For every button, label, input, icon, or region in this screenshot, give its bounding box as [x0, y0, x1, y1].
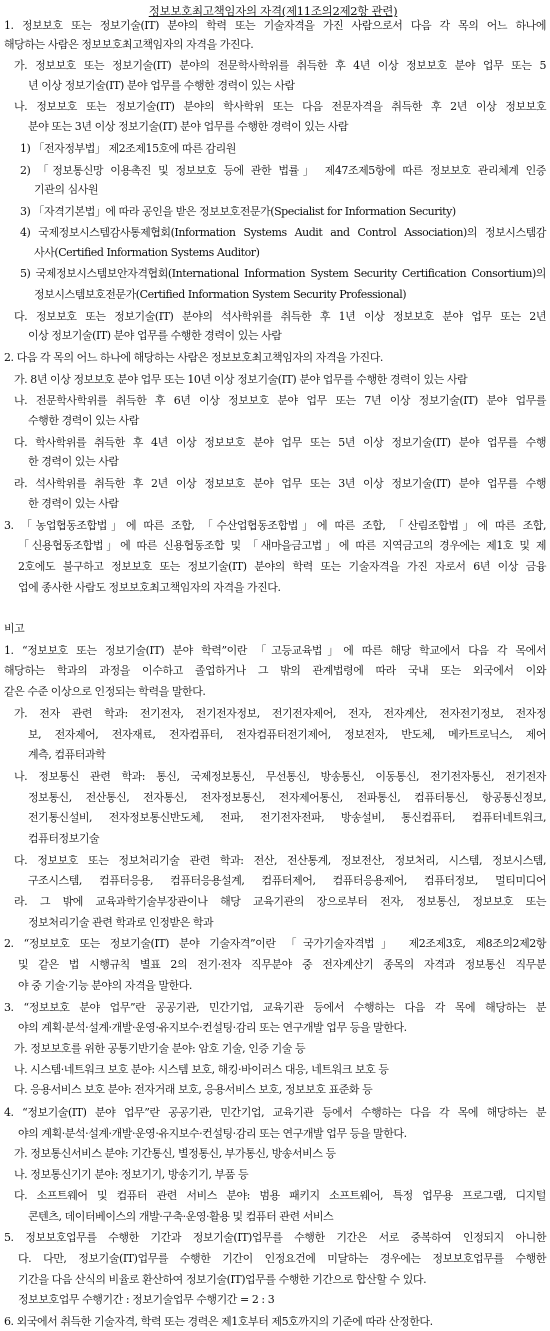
document-line: 보, 전자제어, 전자재료, 전자컴퓨터, 전자컴퓨터전기제어, 정보전자, 반도체, 메카트로닉스, 제어	[28, 728, 546, 741]
document-line: 다. 정보보호 또는 정보기술(IT) 분야의 석사학위를 취득한 후 1년 이상 정보보호 분야 업무 또는 2년	[14, 310, 546, 323]
document-line: 4) 국제정보시스템감사통제협회(Information Systems Audit and Control Association)의 정보시스템감	[20, 226, 546, 239]
document-line: 1. 정보보호 또는 정보기술(IT) 분야의 학력 또는 기술자격을 가진 사람으로서 다음 각 목의 어느 하나에	[4, 19, 546, 32]
document-line: 가. 정보통신서비스 분야: 기간통신, 별정통신, 부가통신, 방송서비스 등	[14, 1147, 336, 1160]
document-line: 6. 외국에서 취득한 기술자격, 학력 또는 경력은 제1호부터 제5호까지의 기준에 따라 산정한다.	[4, 1315, 433, 1328]
document-line: 다. 다만, 정보기술(IT)업무를 수행한 기간이 인정요건에 미달하는 경우에는 정보보호업무를 수행한	[18, 1252, 546, 1265]
document-line: 3. “정보보호 분야 업무”란 공공기관, 민간기업, 교육기관 등에서 수행하는 다음 각 목에 해당하는 분	[4, 1001, 546, 1014]
document-line: 나. 정보통신기기 분야: 정보기기, 방송기기, 부품 등	[14, 1168, 249, 1181]
document-line: 5) 국제정보시스템보안자격협회(International Information System Security Certification Consortium)의	[20, 267, 546, 280]
document-line: 정보보호업무 수행기간 : 정보기술업무 수행기간 = 2 : 3	[18, 1293, 275, 1306]
document-line: 다. 소프트웨어 및 컴퓨터 관련 서비스 분야: 범용 패키지 소프트웨어, 특정 업무용 프로그램, 디지털	[14, 1189, 546, 1202]
document-line: 다. 학사학위를 취득한 후 4년 이상 정보보호 분야 업무 또는 5년 이상 정보기술(IT) 분야 업무를 수행	[14, 436, 546, 449]
document-line: 4. “정보기술(IT) 분야 업무”란 공공기관, 민간기업, 교육기관 등에서 수행하는 다음 각 목에 해당하는 분	[4, 1106, 546, 1119]
document-line	[4, 596, 546, 618]
document-line: 2호에도 불구하고 정보보호 또는 정보기술(IT) 분야의 학력 또는 기술자격을 가진 자로서 6년 이상 금융	[18, 560, 546, 573]
document-line: 콘텐츠, 데이터베이스의 개발·구축·운영·활용 및 컴퓨터 관련 서비스	[28, 1210, 334, 1223]
document-line: 해당하는 학과의 과정을 이수하고 졸업하거나 그 밖의 관계법령에 따라 국내 또는 외국에서 이와	[4, 664, 546, 677]
document-line: 해당하는 사람은 정보보호최고책임자의 자격을 가진다.	[4, 38, 254, 51]
document-line: 가. 정보보호를 위한 공통기반기술 분야: 암호 기술, 인증 기술 등	[14, 1042, 306, 1055]
document-line: 수행한 경력이 있는 사람	[28, 414, 139, 427]
document-line: 5. 정보보호업무를 수행한 기간과 정보기술(IT)업무를 수행한 기간은 서로 중복하여 인정되지 아니한	[4, 1231, 546, 1244]
document-line: 나. 정보보호 또는 정보기술(IT) 분야의 학사학위 또는 다음 전문자격을 취득한 후 2년 이상 정보보호	[14, 100, 546, 113]
document-line: 다. 정보보호 또는 정보처리기술 관련 학과: 전산, 전산통계, 정보전산, 정보처리, 시스템, 정보시스템,	[14, 854, 546, 867]
document-line: 및 같은 법 시행규칙 별표 2의 전기·전자 직무분야 중 전자계산기 종목의 자격과 정보통신 직무분	[18, 958, 546, 971]
document-line: 나. 정보통신 관련 학과: 통신, 국제정보통신, 무선통신, 방송통신, 이동통신, 전기전자통신, 전기전자	[14, 770, 546, 783]
document-line: 분야 또는 3년 이상 정보기술(IT) 분야 업무를 수행한 경력이 있는 사람	[28, 120, 349, 133]
document-line: 정보시스템보호전문가(Certified Information System Security Professional)	[34, 288, 407, 301]
document-line: 1) 「전자정부법」 제2조제15호에 따른 감리원	[20, 142, 236, 155]
document-line: 계측, 컴퓨터과학	[28, 748, 106, 761]
document-line: 정보처리기술 관련 학과로 인정받은 학과	[28, 916, 214, 929]
document-line: 한 경력이 있는 사람	[28, 497, 119, 510]
document-line: 2) 「정보통신망 이용촉진 및 정보보호 등에 관한 법률」 제47조제5항에 따른 정보보호 관리체계 인증	[20, 164, 546, 177]
document-line: 나. 전문학사학위를 취득한 후 6년 이상 정보보호 분야 업무 또는 7년 이상 정보기술(IT) 분야 업무를	[14, 394, 546, 407]
document-line: 2. 다음 각 목의 어느 하나에 해당하는 사람은 정보보호최고책임자의 자격을 가진다.	[4, 351, 383, 364]
document-line: 같은 수준 이상으로 인정되는 학력을 말한다.	[4, 685, 206, 698]
document-line: 「신용협동조합법」에 따른 신용협동조합 및 「새마을금고법」에 따른 지역금고의 경우에는 제1호 및 제	[18, 539, 546, 552]
document-line: 가. 정보보호 또는 정보기술(IT) 분야의 전문학사학위를 취득한 후 4년 이상 정보보호 분야 업무 또는 5	[14, 59, 546, 72]
document-line: 업에 종사한 사람도 정보보호최고책임자의 자격을 가진다.	[18, 581, 281, 594]
document-title: 정보보호최고책임자의 자격(제11조의2제2항 관련)	[148, 4, 398, 18]
document-line: 야의 계획·분석·설계·개발·운영·유지보수·컨설팅·감리 또는 연구개발 업무 등을 말한다.	[18, 1127, 407, 1140]
document-line: 비고	[4, 622, 25, 635]
document-line: 년 이상 정보기술(IT) 분야 업무를 수행한 경력이 있는 사람	[28, 79, 295, 92]
document-line: 3) 「자격기본법」에 따라 공인을 받은 정보보호전문가(Specialist for Information Security)	[20, 205, 456, 218]
document-line: 구조시스템, 컴퓨터응용, 컴퓨터응용설계, 컴퓨터제어, 컴퓨터응용제어, 컴퓨터정보, 멀티미디어	[28, 874, 546, 887]
document-line: 가. 8년 이상 정보보호 분야 업무 또는 10년 이상 정보기술(IT) 분야 업무를 수행한 경력이 있는 사람	[14, 373, 468, 386]
document-line: 라. 석사학위를 취득한 후 2년 이상 정보보호 분야 업무 또는 3년 이상 정보기술(IT) 분야 업무를 수행	[14, 477, 546, 490]
document-line: 컴퓨터정보기술	[28, 832, 100, 845]
document-line: 기간을 다음 산식의 비율로 환산하여 정보기술(IT)업무를 수행한 기간으로 합산할 수 있다.	[18, 1273, 427, 1286]
document-line: 1. “정보보호 또는 정보기술(IT) 분야 학력”이란 「고등교육법」에 따른 해당 학교에서 다음 각 목에서	[4, 644, 546, 657]
document-line: 3. 「농업협동조합법」에 따른 조합, 「수산업협동조합법」에 따른 조합, 「산림조합법」에 따른 조합,	[4, 519, 546, 532]
document-line: 이상 정보기술(IT) 분야 업무를 수행한 경력이 있는 사람	[28, 329, 282, 342]
document-line: 야 중 기술·기능 분야의 자격을 말한다.	[18, 979, 192, 992]
document-line: 기관의 심사원	[34, 183, 99, 196]
document-line: 사사(Certified Information Systems Auditor)	[34, 246, 260, 259]
document-line: 나. 시스템·네트워크 보호 분야: 시스템 보호, 해킹·바이러스 대응, 네트워크 보호 등	[14, 1063, 389, 1076]
document-line: 라. 그 밖에 교육과학기술부장관이나 해당 교육기관의 장으로부터 전자, 정보통신, 정보보호 또는	[14, 895, 546, 908]
document-line: 전기통신설비, 전자정보통신반도체, 전파, 전기전자전파, 방송설비, 통신컴퓨터, 컴퓨터네트워크,	[28, 811, 546, 824]
document-line: 한 경력이 있는 사람	[28, 455, 119, 468]
document-line: 가. 전자 관련 학과: 전기전자, 전기전자정보, 전기전자제어, 전자, 전자계산, 전자전기정보, 전자정	[14, 707, 546, 720]
document-line: 정보통신, 전산통신, 전자통신, 전자정보통신, 전자제어통신, 전파통신, 컴퓨터통신, 항공통신정보,	[28, 791, 546, 804]
document-line: 2. “정보보호 또는 정보기술(IT) 분야 기술자격”이란 「국가기술자격법」 제2조제3호, 제8조의2제2항	[4, 937, 546, 950]
document-line: 다. 응용서비스 보호 분야: 전자거래 보호, 응용서비스 보호, 정보보호 표준화 등	[14, 1083, 373, 1096]
document-line: 야의 계획·분석·설계·개발·운영·유지보수·컨설팅·감리 또는 연구개발 업무 등을 말한다.	[18, 1021, 407, 1034]
